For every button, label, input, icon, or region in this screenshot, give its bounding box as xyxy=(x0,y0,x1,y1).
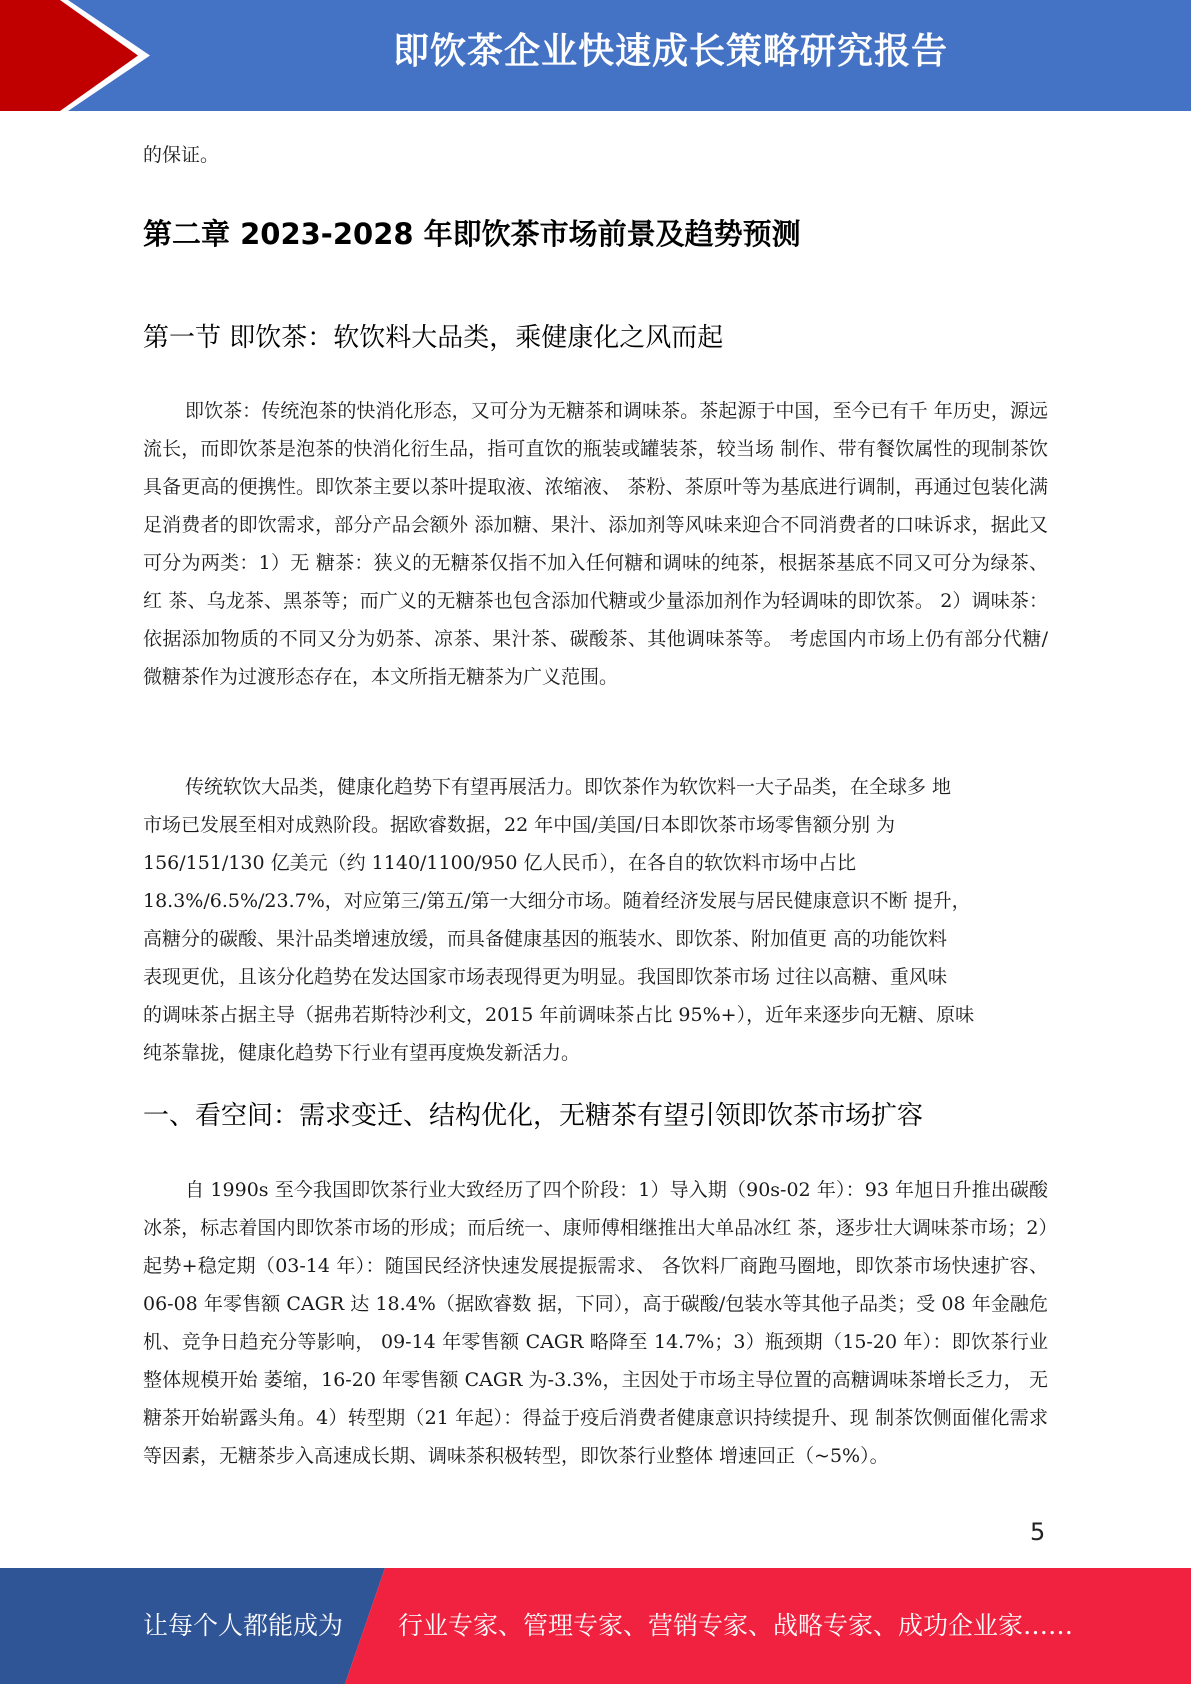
footer-banner xyxy=(0,1568,1191,1684)
fragment-paragraph: 的保证。 xyxy=(143,144,220,166)
chapter-title: 第二章 2023-2028 年即饮茶市场前景及趋势预测 xyxy=(143,217,801,251)
footer-slogan-right: 行业专家、管理专家、营销专家、战略专家、成功企业家…… xyxy=(398,1611,1074,1640)
paragraph-line: 的调味茶占据主导（据弗若斯特沙利文，2015 年前调味茶占比 95%+），近年来逐步向无糖、原味 xyxy=(143,1004,975,1026)
paragraph-ready-to-drink-tea xyxy=(143,392,1048,696)
paragraph-line: 市场已发展至相对成熟阶段。据欧睿数据，22 年中国/美国/日本即饮茶市场零售额分别 为 xyxy=(143,814,896,836)
paragraph-text: 自 1990s 至今我国即饮茶行业大致经历了四个阶段：1）导入期（90s-02 年）：93 年旭日升推出碳酸冰茶，标志着国内即饮茶市场的形成；而后统一、康师傅相继推出大单品冰红 茶，逐步壮大调味茶市场；2）起势+稳定期（03-14 年）：随国民经济快速发展提振需求、 各饮料厂商跑马圈地，即饮茶市场快速扩容、06-08 年零售额 CAGR 达 18.4%（据欧睿数 据，下同），高于碳酸/包装水等其他子品类；受 08 年金融危机、竞争日趋充分等影响， 09-14 年零售额 CAGR 略降至 14.7%；3）瓶颈期（15-20 年）：即饮茶行业整体规模开始 萎缩，16-20 年零售额 CAGR 为-3.3%，主因处于市场主导位置的高糖调味茶增长乏力， 无糖茶开始崭露头角。4）转型期（21 年起）：得益于疫后消费者健康意识持续提升、现 制茶饮侧面催化需求等因素，无糖茶步入高速成长期、调味茶积极转型，即饮茶行业整体 增速回正（~5%）。 xyxy=(143,1179,1048,1467)
header-arrow-fill xyxy=(0,0,138,111)
paragraph-health-trend xyxy=(143,768,1048,1072)
paragraph-line: 纯茶靠拢，健康化趋势下行业有望再度焕发新活力。 xyxy=(143,1042,581,1064)
report-title: 即饮茶企业快速成长策略研究报告 xyxy=(392,31,948,72)
paragraph-line: 传统软饮大品类，健康化趋势下有望再展活力。即饮茶作为软饮料一大子品类，在全球多 地 xyxy=(185,776,952,798)
paragraph-line: 156/151/130 亿美元（约 1140/1100/950 亿人民币），在各自的软饮料市场中占比 xyxy=(143,852,856,874)
header-arrow-graphic xyxy=(0,0,160,111)
paragraph-line: 表现更优，且该分化趋势在发达国家市场表现得更为明显。我国即饮茶市场 过往以高糖、重风味 xyxy=(143,966,948,988)
header-bar xyxy=(0,0,1191,111)
paragraph-line: 高糖分的碳酸、果汁品类增速放缓，而具备健康基因的瓶装水、即饮茶、附加值更 高的功能饮料 xyxy=(143,928,948,950)
section-title: 第一节 即饮茶：软饮料大品类，乘健康化之风而起 xyxy=(143,323,724,353)
footer-slogan-left: 让每个人都能成为 xyxy=(143,1611,344,1640)
paragraph-text: 即饮茶：传统泡茶的快消化形态，又可分为无糖茶和调味茶。茶起源于中国，至今已有千 年历史，源远流长，而即饮茶是泡茶的快消化衍生品，指可直饮的瓶装或罐装茶，较当场 制作、带有餐饮属性的现制茶饮具备更高的便携性。即饮茶主要以茶叶提取液、浓缩液、 茶粉、茶原叶等为基底进行调制，再通过包装化满足消费者的即饮需求，部分产品会额外 添加糖、果汁、添加剂等风味来迎合不同消费者的口味诉求，据此又可分为两类：1）无 糖茶：狭义的无糖茶仅指不加入任何糖和调味的纯茶，根据茶基底不同又可分为绿茶、红 茶、乌龙茶、黑茶等；而广义的无糖茶也包含添加代糖或少量添加剂作为轻调味的即饮茶。 2）调味茶：依据添加物质的不同又分为奶茶、凉茶、果汁茶、碳酸茶、其他调味茶等。 考虑国内市场上仍有部分代糖/微糖茶作为过渡形态存在，本文所指无糖茶为广义范围。 xyxy=(143,400,1048,688)
subsection-title: 一、看空间：需求变迁、结构优化，无糖茶有望引领即饮茶市场扩容 xyxy=(143,1101,924,1131)
page-number: 5 xyxy=(1030,1518,1046,1546)
paragraph-line: 18.3%/6.5%/23.7%，对应第三/第五/第一大细分市场。随着经济发展与居民健康意识不断 提升， xyxy=(143,890,971,912)
paragraph-industry-stages xyxy=(143,1171,1048,1475)
